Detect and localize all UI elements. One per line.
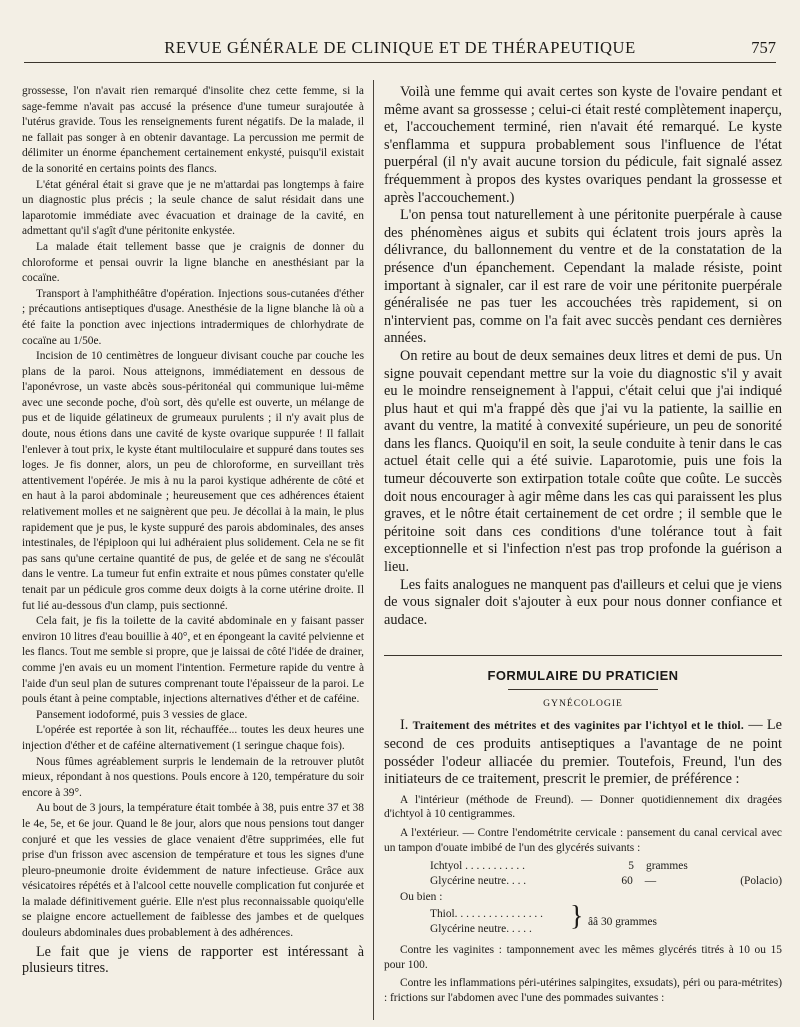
left-column — [22, 84, 364, 1024]
paragraph: La malade était tellement basse que je craignis de donner du chloroforme et pensai ouvrir la ligne blanche en anesthésiant par la cocaïne. — [22, 240, 364, 285]
ingredient-note: (Polacio) — [740, 874, 782, 887]
paragraph: On retire au bout de deux semaines deux litres et demi de pus. Un signe pouvait cependant mettre sur la voie du diagnostic s'il y avait eu le moindre renseignement à l'appui, c'était celui que j'ai indiqué plus haut et qui m'a frappé dès que j'ai vu la patiente, la saillie en avant du ventre, la matité à convexité supérieure, un peu de sonorité dans les flancs. Quoiqu'il en soit, la seule conduite à tenir dans le cas actuel était celle qui a été suivie. Laparotomie, puis une fois la tumeur découverte son extirpation totale coûte que coûte. Le succès doit nous encourager à agir même dans les cas qui paraissent les plus graves, et le nôtre était certainement de cet ordre ; il semble que le péritoine soit dans ces conditions d'une tolérance tout à fait exceptionnelle et si l'infection n'est pas trop profonde la guérison a lieu. — [384, 347, 782, 576]
paragraph: Nous fûmes agréablement surpris le lendemain de la retrouver plutôt mieux, répondant à nos questions. Pouls encore à 120, température du soir encore à 39°. — [22, 755, 364, 799]
column-rule — [373, 80, 374, 1020]
ingredient-note — [736, 859, 742, 874]
formula-item — [384, 717, 782, 788]
vaginites-instruction: Contre les vaginites : tamponnement avec les mêmes glycérés titrés à 10 ou 15 pour 100. — [384, 943, 782, 971]
exterior-use: A l'extérieur. — Contre l'endométrite cervicale : pansement du canal cervical avec un tampon d'ouate imbibé de l'un des glycérés suivants : — [384, 826, 782, 854]
formula-row — [384, 874, 782, 889]
paragraph: Transport à l'amphithéâtre d'opération. Injections sous-cutanées d'éther ; précautions antiseptiques d'usage. Anesthésie de la ligne blanche là où a été faite la ponction avec injections intradermiques de chlorhydrate de cocaïne au 1/50e. — [22, 287, 364, 347]
item-text: — Le second de ces produits antiseptiques a l'avantage de ne point posséder l'odeur alliacée du premier. Toutefois, Freund, l'un des initiateurs de ce traitement, prescrit le premier, de préférence : — [384, 717, 782, 788]
formula-table — [384, 859, 782, 888]
paragraph: grossesse, l'on n'avait rien remarqué d'insolite chez cette femme, si la sage-femme n'avait pas accusé la présence d'une tumeur surajoutée à l'utérus gravide. Tous les renseignements furent négatifs. De la malade, il ne fallait pas songer à en obtenir davantage. La percussion me permit de délimiter un énorme épanchement certainement enkysté, puisqu'il existait de la sonorité en certains points des flancs. — [22, 85, 364, 175]
item-number: I. — [400, 717, 409, 734]
formula-row — [384, 859, 782, 874]
paragraph: Au bout de 3 jours, la température était tombée à 38, puis entre 37 et 38 le 4e, 5e, et 6e jour. Quand le 8e jour, alors que nous pensions tout danger conjuré et que les vessies de glace venaient d'être supprimées, elle fut prise d'un frisson avec ascension de température et tous les signes d'une pleuro-pneumonie droite évidemment de nature infectieuse. Grâce aux vésicatoires répétés et à l'alcool cette nouvelle complication fut conjurée et la malade définitivement guérie. Elle n'est plus reconnaissable quoiqu'elle se plaigne encore actuellement de faiblesse des jambes et de quelques douleurs abdominales dues probablement à des adhérences. — [22, 802, 364, 940]
paragraph: Les faits analogues ne manquent pas d'ailleurs et celui que je viens de vous signaler doit s'ajouter à eux pour nous donner confiance et audace. — [384, 576, 782, 628]
ingredient-dose: ââ 30 grammes — [588, 915, 657, 928]
formula-table-2 — [384, 900, 782, 939]
ingredient-qty: 5 — [628, 860, 634, 873]
ingredient-name: Ichtyol . . . . . . . . . . . — [430, 860, 525, 873]
ingredient-name: Glycérine neutre. . . . — [430, 874, 527, 887]
paragraph: Cela fait, je fis la toilette de la cavité abdominale en y faisant passer environ 10 litres d'eau bouillie à 40°, et en épongeant la cavité pelvienne et les flancs. Tout me semble si propre, que je laissai de côté l'idée de drainer, comme j'en avais eu un moment l'intention. Fermeture rapide du ventre à l'aide d'un seul plan de sutures comprenant toute l'épaisseur de la paroi. Le pouls étant à peine comptable, injections alternatives d'éther et de caféine. — [22, 615, 364, 706]
interior-use: A l'intérieur (méthode de Freund). — Donner quotidiennement dix dragées d'ichtyol à 10 centigrammes. — [384, 793, 782, 821]
page-number: 757 — [751, 38, 776, 57]
ingredient-unit: grammes — [646, 860, 688, 873]
section-heading: FORMULAIRE DU PRATICIEN — [487, 668, 679, 684]
heading-underline — [508, 689, 658, 690]
alternative-label: Ou bien : — [400, 891, 443, 904]
ingredient-name: Glycérine neutre. . . . . — [430, 922, 532, 935]
subsection-heading: GYNÉCOLOGIE — [543, 698, 623, 710]
paragraph: L'on pensa tout naturellement à une péritonite puerpérale à cause des phénomènes aigus et subits qui éclatent trois jours après la délivrance, du ballonnement du ventre et de la constatation de la présence d'un épanchement. Cependant la malade résiste, point important à signaler, car il est rare de voir une péritonite puerpérale généralisée ne pas tuer les accouchées très rapidement, si on n'intervient pas, comme on l'a fait avec succès pendant ces dernières années. — [384, 207, 782, 347]
ingredient-list — [430, 907, 543, 936]
ingredient-qty: 60 — [621, 874, 633, 887]
formulaire-section — [384, 655, 782, 1005]
paragraph: L'opérée est reportée à son lit, réchauffée... toutes les deux heures une injection d'éther et de caféine alternativement (1 seringue chaque fois). — [22, 724, 364, 752]
ingredient-name: Thiol. . . . . . . . . . . . . . . . — [430, 907, 543, 920]
right-column — [384, 84, 782, 1024]
paragraph: Voilà une femme qui avait certes son kyste de l'ovaire pendant et même avant sa grossesse ; celui-ci était resté complètement inaperçu, et, l'accouchement terminé, rien n'avait été remarqué. Le kyste s'enflamma et suppura probablement sous l'influence de l'état puerpéral (il n'y avait aucune torsion du pédicule, fait signalé assez fréquemment à propos des kystes ovariques pendant la grossesse et après l'accouchement.) — [384, 84, 782, 206]
inflammations-instruction: Contre les inflammations péri-utérines salpingites, exsudats), péri ou para-métrites) : frictions sur l'abdomen avec l'une des pommades suivantes : — [384, 977, 782, 1004]
paragraph: Le fait que je viens de rapporter est intéressant à plusieurs titres. — [22, 943, 364, 977]
running-title: REVUE GÉNÉRALE DE CLINIQUE ET DE THÉRAPEUTIQUE — [164, 38, 636, 57]
brace: } — [570, 900, 584, 932]
paragraph: L'état général était si grave que je ne m'attardai pas longtemps à faire un diagnostic plus précis ; la seule chance de salut résidait dans une laparotomie immédiate avec évacuation et drainage de la cavité, en admettant qu'il s'agît d'une péritonite enkystée. — [22, 178, 364, 238]
paragraph: Pansement iodoformé, puis 3 vessies de glace. — [36, 708, 248, 721]
running-head — [24, 38, 776, 63]
ingredient-unit: — — [644, 874, 657, 887]
item-title: Traitement des métrites et des vaginites par l'ichtyol et le thiol. — [412, 720, 745, 733]
paragraph: Incision de 10 centimètres de longueur divisant couche par couche les plans de la paroi. Nous atteignons, immédiatement en dessous de l'aponévrose, un vaste abcès sous-péritonéal qui communique lui-même avec une seconde poche, d'où sort, dès qu'elle est ouverte, un mélange de pus et de liquide gélatineux de grumeaux purulents ; il n'y avait plus de doute, nous étions dans une cavité de kyste ovarique suppurée ! Il fallait l'enlever à tout prix, le kyste étant multiloculaire et suppuré dans toutes ses loges. Je fis donner, alors, un peu de chloroforme, en surveillant très attentivement l'opérée. Je mis à nu la paroi kystique adhérente de côté et en haut à la paroi abdominale ; heureusement que ces adhérences étaient relativement molles et ne saignèrent que peu. Je décollai à la main, le plus rapidement que je pus, le kyste suppuré des parois abdominales, des anses intestinales, de l'épiploon qui lui adhéraient plus solidement. Cela ne se fit pas sans qu'une certaine quantité de pus, de gelée et de sang ne s'écoulât dans le ventre. La tumeur fut enfin extraite et nous pûmes constater qu'elle tenait par un pédicule gros comme deux doigts à la corne utérine droite. Il fut lié au-dessous d'un clamp, puis sectionné. — [22, 350, 364, 612]
